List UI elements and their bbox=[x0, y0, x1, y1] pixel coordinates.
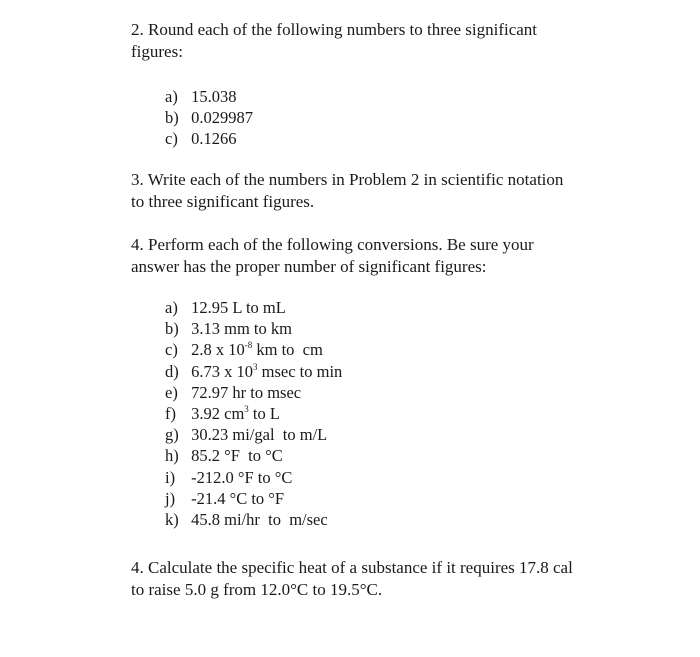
list-item: j) -21.4 °C to °F bbox=[165, 488, 285, 508]
list-item: b) 3.13 mm to km bbox=[165, 319, 292, 339]
question-2-list bbox=[165, 86, 253, 150]
list-item: b) 0.029987 bbox=[165, 108, 253, 128]
question-2-prompt: 2. Round each of the following numbers to three significant figures: bbox=[131, 20, 538, 61]
list-item: c) 2.8 x $10^{-8}$ km to cm bbox=[165, 340, 323, 360]
list-item: f) 3.92 $cm^3$ to L bbox=[165, 404, 280, 424]
list-item: e) 72.97 hr to msec bbox=[165, 382, 302, 402]
question-4-conversions-prompt: 4. Perform each of the following conversions. Be sure your answer has the proper number of significant figures: bbox=[131, 235, 534, 276]
list-item: a) 15.038 bbox=[165, 87, 237, 106]
list-item: a) 12.95 L to mL bbox=[165, 298, 286, 317]
list-item: k) 45.8 mi/hr to m/sec bbox=[165, 510, 328, 530]
list-item: i) -212.0 °F to °C bbox=[165, 467, 293, 487]
question-4-conversions-list bbox=[165, 297, 342, 530]
question-3-prompt: 3. Write each of the numbers in Problem 2 in scientific notation to three significant figures. bbox=[131, 170, 564, 211]
list-item: c) 0.1266 bbox=[165, 129, 237, 149]
list-item: d) 6.73 x $10^3$ msec to min bbox=[165, 361, 343, 381]
list-item: h) 85.2 °F to °C bbox=[165, 446, 283, 466]
list-item: g) 30.23 mi/gal to m/L bbox=[165, 425, 328, 445]
question-4-specific-heat-prompt: 4. Calculate the specific heat of a substance if it requires 17.8 cal to raise 5.0 g from 12.0°C to 19.5°C. bbox=[131, 558, 573, 599]
